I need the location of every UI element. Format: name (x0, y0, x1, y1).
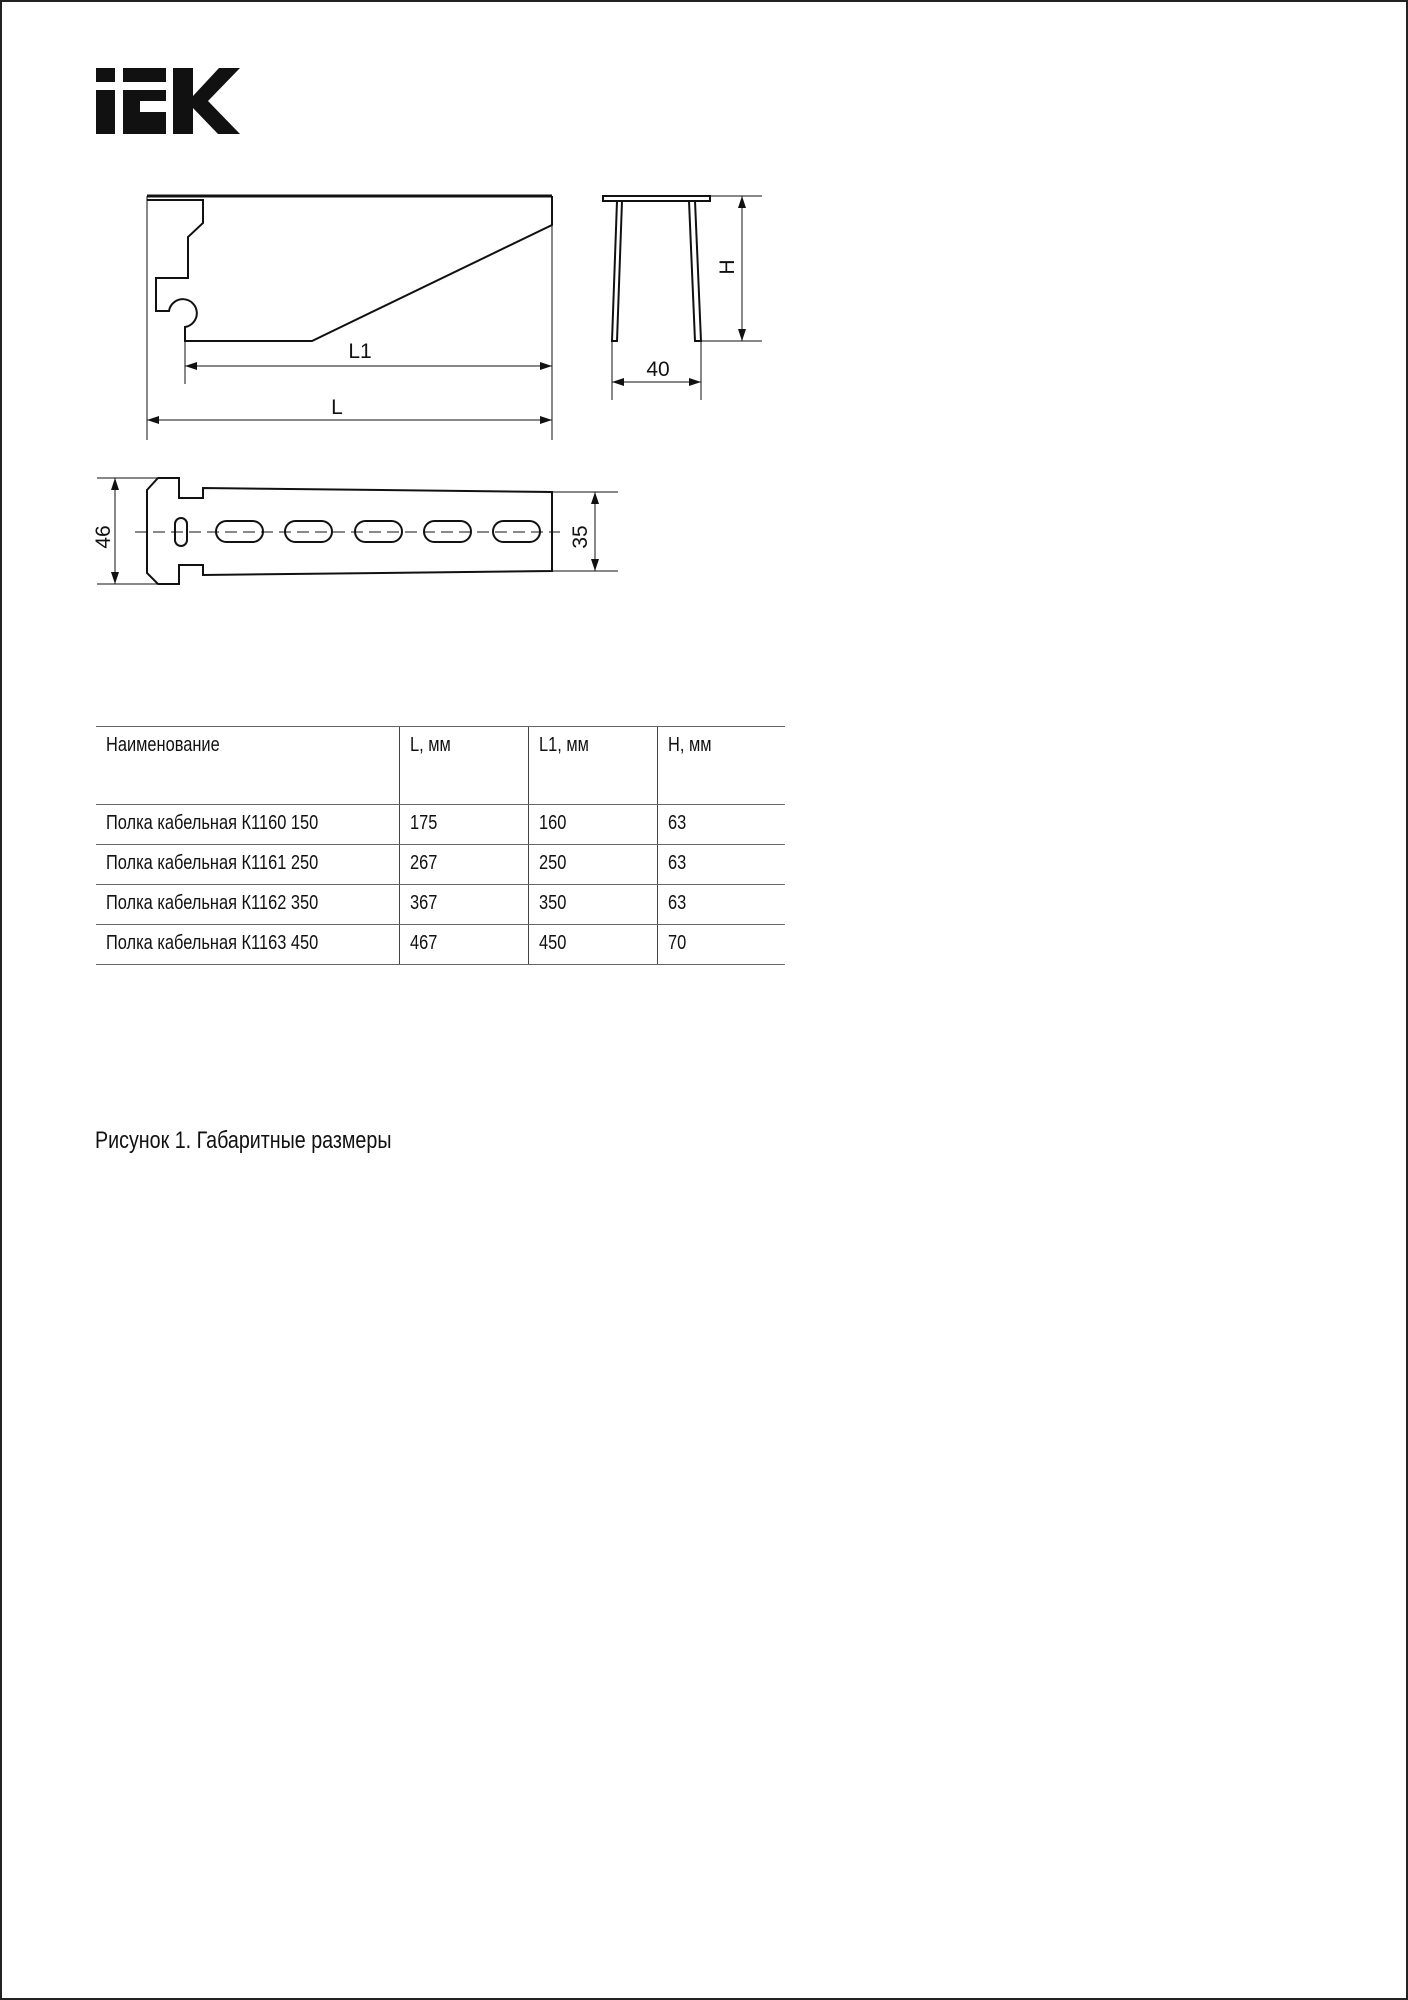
cell-l: 467 (399, 925, 528, 965)
cell-name: Полка кабельная К1163 450 (96, 925, 399, 965)
cell-l: 175 (399, 805, 528, 845)
cell-h: 70 (657, 925, 785, 965)
cell-l1: 160 (528, 805, 657, 845)
technical-drawing (0, 0, 1408, 640)
dim-label-h: H (716, 259, 739, 275)
header-name: Наименование (96, 727, 399, 805)
figure-caption: Рисунок 1. Габаритные размеры (95, 1127, 392, 1154)
cell-l1: 250 (528, 845, 657, 885)
side-view (147, 196, 552, 440)
cell-h: 63 (657, 805, 785, 845)
table-row (96, 885, 785, 925)
cell-l1: 350 (528, 885, 657, 925)
dimensions-table (96, 726, 785, 965)
cell-name: Полка кабельная К1160 150 (96, 805, 399, 845)
header-h: H, мм (657, 727, 785, 805)
cell-l: 367 (399, 885, 528, 925)
cell-h: 63 (657, 845, 785, 885)
end-view (603, 196, 762, 400)
cell-h: 63 (657, 885, 785, 925)
cell-name: Полка кабельная К1161 250 (96, 845, 399, 885)
cell-l: 267 (399, 845, 528, 885)
top-view (97, 478, 618, 584)
dim-label-l1: L1 (348, 340, 372, 363)
dim-label-35: 35 (569, 525, 592, 549)
dim-label-l: L (331, 396, 343, 419)
header-l: L, мм (399, 727, 528, 805)
table-row (96, 845, 785, 885)
table-row (96, 805, 785, 845)
table-row (96, 925, 785, 965)
dim-label-40: 40 (646, 358, 670, 381)
cell-name: Полка кабельная К1162 350 (96, 885, 399, 925)
header-l1: L1, мм (528, 727, 657, 805)
dim-label-46: 46 (92, 525, 115, 549)
cell-l1: 450 (528, 925, 657, 965)
table-header-row (96, 727, 785, 805)
